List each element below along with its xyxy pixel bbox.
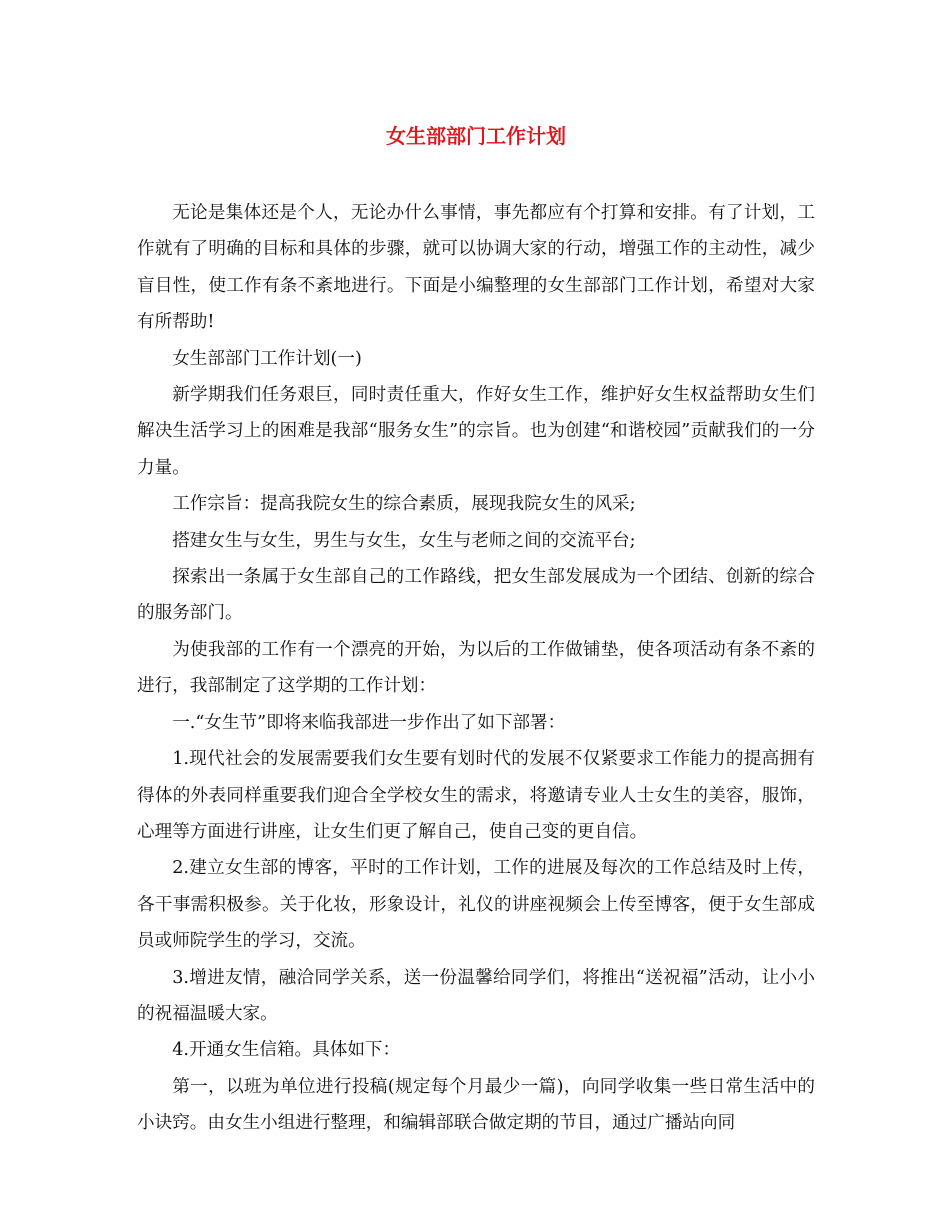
section-heading-plan-one: 女生部部门工作计划(一) xyxy=(172,348,362,369)
list-item-3-blessings: 3.增进友情，融洽同学关系，送一份温馨给同学们，将推出“送祝福”活动，让小小的祝福温暖大家。 xyxy=(137,967,815,1024)
list-item-1-lectures: 1.现代社会的发展需要我们女生要有划时代的发展不仅紧要求工作能力的提高拥有得体的外表同样重要我们迎合全学校女生的需求，将邀请专业人士女生的美容，服饰，心理等方面进行讲座，让女生们更了解自己，使自己变的更自信。 xyxy=(137,749,815,842)
paragraph-mailbox-first: 第一，以班为单位进行投稿(规定每个月最少一篇)，向同学收集一些日常生活中的小诀窍。由女生小组进行整理，和编辑部联合做定期的节目，通过广播站向同 xyxy=(137,1076,815,1134)
paragraph-intro: 无论是集体还是个人，无论办什么事情，事先都应有个打算和安排。有了计划，工作就有了明确的目标和具体的步骤，就可以协调大家的行动，增强工作的主动性，减少盲目性，使工作有条不紊地进行。下面是小编整理的女生部部门工作计划，希望对大家有所帮助! xyxy=(137,203,815,333)
document-body xyxy=(137,195,815,1142)
paragraph-communication-platform: 搭建女生与女生，男生与女生，女生与老师之间的交流平台; xyxy=(172,530,636,551)
section-heading-womens-day: 一.“女生节”即将来临我部进一步作出了如下部署： xyxy=(172,712,566,733)
list-item-4-mailbox: 4.开通女生信箱。具体如下： xyxy=(172,1040,401,1061)
paragraph-explore-route: 探索出一条属于女生部自己的工作路线，把女生部发展成为一个团结、创新的综合的服务部门。 xyxy=(137,567,815,624)
paragraph-work-purpose: 工作宗旨：提高我院女生的综合素质，展现我院女生的风采; xyxy=(172,494,636,515)
paragraph-semester-plan: 为使我部的工作有一个漂亮的开始，为以后的工作做铺垫，使各项活动有条不紊的进行，我部制定了这学期的工作计划： xyxy=(137,639,815,697)
paragraph-new-semester: 新学期我们任务艰巨，同时责任重大，作好女生工作，维护好女生权益帮助女生们解决生活学习上的困难是我部“服务女生”的宗旨。也为创建“和谐校园”贡献我们的一分力量。 xyxy=(137,385,815,478)
list-item-2-blog: 2.建立女生部的博客，平时的工作计划，工作的进展及每次的工作总结及时上传，各干事需积极参。关于化妆，形象设计，礼仪的讲座视频会上传至博客，便于女生部成员或师院学生的学习，交流。 xyxy=(137,858,815,952)
document-title: 女生部部门工作计划 xyxy=(386,124,566,148)
